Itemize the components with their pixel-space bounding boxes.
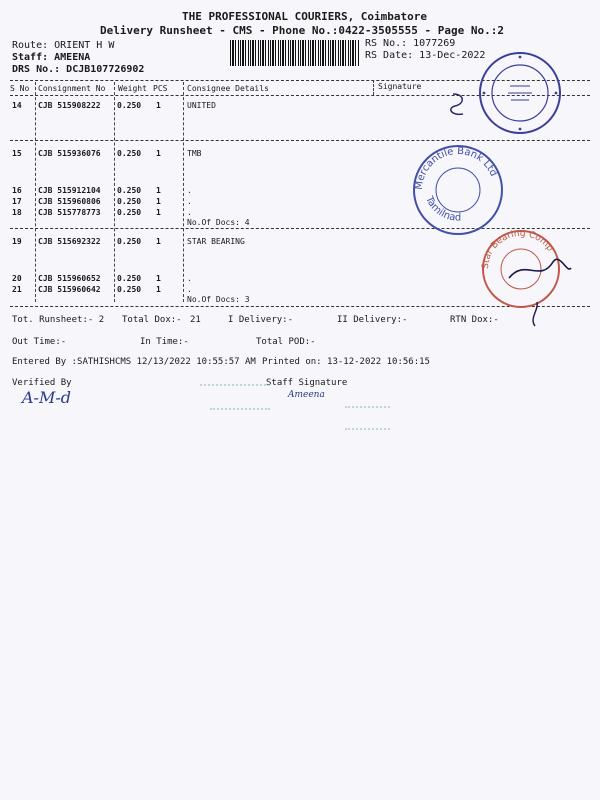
row-consignee: .: [187, 197, 192, 206]
staff-label: Staff: AMEENA: [12, 52, 91, 63]
row-sno: 19: [12, 237, 22, 246]
route-label: Route: ORIENT H W: [12, 40, 115, 51]
row-weight: 0.250: [117, 285, 142, 294]
barcode: [230, 40, 360, 66]
row-sno: 16: [12, 186, 22, 195]
row-sno: 18: [12, 208, 22, 217]
row-consignee: .: [187, 186, 192, 195]
ii-delivery: II Delivery:-: [337, 315, 408, 325]
row-consignee: .: [187, 274, 192, 283]
bank-seal-stamp: [408, 140, 508, 240]
row-consignee: STAR BEARING: [187, 237, 245, 246]
staff-signature-name: Ameena: [288, 390, 325, 400]
signature-scribble-row14: [445, 90, 485, 120]
signature-scribble-tail: [525, 300, 545, 330]
row-consignment: CJB 515908222: [38, 101, 101, 110]
row-weight: 0.250: [117, 208, 142, 217]
divider-consignment: [114, 82, 115, 302]
out-time: Out Time:-: [12, 337, 67, 347]
verified-signature: A-M-d: [22, 388, 71, 407]
row-sno: 21: [12, 285, 22, 294]
row-consignment: CJB 515960652: [38, 274, 101, 283]
divider-sno: [35, 82, 36, 302]
col-pcs: PCS: [153, 84, 168, 93]
row-pcs: 1: [156, 186, 161, 195]
col-weight: Weight: [118, 84, 147, 93]
bank-stamp-bottom-text: Tamilnad: [423, 194, 462, 224]
company-title: THE PROFESSIONAL COURIERS, Coimbatore: [182, 10, 428, 23]
row-consignment: CJB 515936076: [38, 149, 101, 158]
total-pod: Total POD:-: [256, 337, 316, 347]
row-sno: 17: [12, 197, 22, 206]
bank-stamp-top-text: Mercantile Bank Ltd: [413, 145, 499, 191]
total-dox-value: 21: [190, 315, 201, 325]
row-pcs: 1: [156, 208, 161, 217]
row-pcs: 1: [156, 149, 161, 158]
rs-number: RS No.: 1077269: [365, 38, 456, 49]
divider-signature: [373, 80, 374, 95]
col-consignee: Consignee Details: [187, 84, 269, 93]
row-sno: 14: [12, 101, 22, 110]
dgm-seal-stamp: [475, 48, 565, 138]
row-weight: 0.250: [117, 149, 142, 158]
rs-date: RS Date: 13-Dec-2022: [365, 50, 486, 61]
runsheet-title: Delivery Runsheet - CMS - Phone No.:0422-3505555 - Page No.:2: [100, 24, 504, 37]
row-consignee: TMB: [187, 149, 202, 158]
docs-count: No.Of Docs: 4: [187, 218, 250, 227]
row-consignment: CJB 515912104: [38, 186, 101, 195]
col-sno: S No: [10, 84, 30, 93]
printed-on: Printed on: 13-12-2022 10:56:15: [262, 357, 430, 367]
row-consignment: CJB 515960806: [38, 197, 101, 206]
row-sno: 15: [12, 149, 22, 158]
row-weight: 0.250: [117, 101, 142, 110]
entered-by: Entered By :SATHISHCMS 12/13/2022 10:55:57 AM: [12, 357, 256, 367]
rtn-dox: RTN Dox:-: [450, 315, 499, 325]
in-time: In Time:-: [140, 337, 189, 347]
row-consignee: .: [187, 208, 192, 217]
tot-runsheet: Tot. Runsheet:- 2: [12, 315, 105, 325]
total-dox-label: Total Dox:-: [122, 315, 182, 325]
col-consignment: Consignment No: [38, 84, 106, 93]
col-signature: Signature: [378, 82, 422, 91]
row-pcs: 1: [156, 101, 161, 110]
row-pcs: 1: [156, 274, 161, 283]
row-consignment: CJB 515960642: [38, 285, 101, 294]
row-weight: 0.250: [117, 186, 142, 195]
row-pcs: 1: [156, 285, 161, 294]
svg-text:Tamilnad: [423, 194, 461, 224]
i-delivery: I Delivery:-: [228, 315, 294, 325]
row-consignee: UNITED: [187, 101, 216, 110]
docs-count: No.Of Docs: 3: [187, 295, 250, 304]
row-consignment: CJB 515692322: [38, 237, 101, 246]
verified-by-label: Verified By: [12, 378, 72, 388]
divider-pcs: [183, 82, 184, 302]
row-weight: 0.250: [117, 237, 142, 246]
row-consignee: .: [187, 285, 192, 294]
row-pcs: 1: [156, 237, 161, 246]
star-stamp-text: Star Bearing Comp: [480, 228, 555, 270]
row-consignment: CJB 515778773: [38, 208, 101, 217]
staff-signature-label: Staff Signature: [266, 378, 348, 388]
row-weight: 0.250: [117, 274, 142, 283]
row-weight: 0.250: [117, 197, 142, 206]
row-sno: 20: [12, 274, 22, 283]
row-pcs: 1: [156, 197, 161, 206]
drs-number: DRS No.: DCJB107726902: [12, 64, 145, 75]
signature-scribble-row19: [505, 248, 575, 288]
